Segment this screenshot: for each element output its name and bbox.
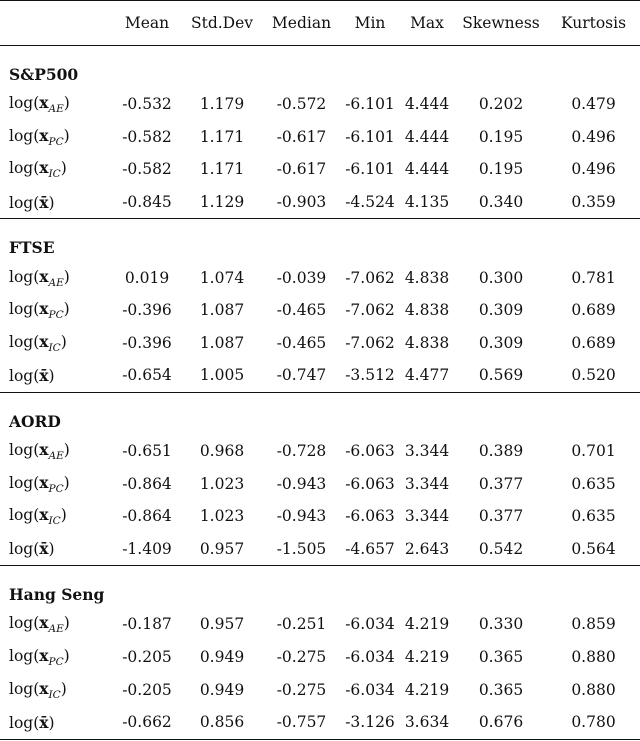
- row-label-subscript: AE: [48, 450, 64, 463]
- cell-max: 4.219: [404, 615, 450, 634]
- cell-mean: -0.205: [122, 680, 172, 699]
- cell-median: -0.275: [276, 680, 327, 699]
- cell-max: 3.634: [399, 706, 455, 739]
- cell-max: 3.344: [404, 507, 450, 526]
- table-row: [0, 186, 640, 219]
- cell-min: -6.063: [345, 442, 395, 461]
- cell-std-dev: 1.074: [199, 268, 245, 287]
- row-label: [0, 153, 112, 186]
- cell-mean: -0.864: [122, 474, 172, 493]
- table-row: [0, 88, 640, 121]
- group-name: AORD: [0, 392, 640, 435]
- cell-max: 4.219: [404, 680, 450, 699]
- cell-mean: -0.187: [122, 615, 172, 634]
- row-label: [0, 121, 112, 154]
- cell-min: -6.101: [345, 127, 395, 146]
- cell-max: 4.444: [404, 160, 450, 179]
- row-label-close-paren: ): [60, 332, 67, 351]
- cell-skewness: 0.365: [478, 648, 524, 667]
- cell-kurtosis: 0.635: [571, 474, 616, 493]
- cell-min: -6.034: [345, 615, 395, 634]
- cell-kurtosis: 0.880: [571, 648, 616, 667]
- cell-median: -0.465: [276, 301, 327, 320]
- cell-skewness: 0.202: [478, 95, 524, 114]
- cell-max: 4.444: [404, 95, 450, 114]
- cell-kurtosis: 0.701: [571, 442, 616, 461]
- row-label-close-paren: ): [63, 646, 70, 665]
- cell-std-dev: 1.023: [199, 507, 245, 526]
- row-label-close-paren: ): [63, 441, 70, 459]
- cell-skewness: 0.377: [478, 507, 524, 526]
- cell-mean: -0.205: [122, 648, 172, 667]
- cell-mean: -0.845: [122, 193, 172, 212]
- cell-min: -7.062: [345, 268, 395, 287]
- row-label: [0, 261, 112, 294]
- cell-skewness: 0.340: [478, 193, 524, 212]
- row-label-close-paren: ): [63, 267, 70, 286]
- row-label-subscript: PC: [48, 135, 64, 148]
- cell-median: -0.757: [262, 706, 341, 739]
- group-name: S&P500: [0, 46, 640, 89]
- cell-mean: -0.396: [122, 301, 172, 320]
- row-label-text: log(x: [9, 678, 49, 698]
- cell-std-dev: 0.968: [199, 442, 245, 461]
- group-name: Hang Seng: [0, 566, 640, 609]
- cell-median: -0.617: [276, 127, 327, 146]
- row-label-text: log(x: [9, 266, 49, 286]
- cell-max: 4.444: [404, 127, 450, 146]
- table-row: [0, 467, 640, 500]
- cell-median: -0.903: [276, 193, 327, 212]
- cell-median: -1.505: [276, 539, 327, 558]
- row-label: [0, 359, 112, 392]
- row-label-text: log(x̄): [9, 365, 55, 385]
- row-label-text: log(x: [9, 158, 49, 178]
- cell-mean: -0.396: [122, 333, 172, 352]
- row-label-subscript: PC: [48, 309, 64, 322]
- header-std-dev: Std.Dev: [182, 1, 262, 46]
- cell-median: -0.572: [276, 95, 327, 114]
- cell-median: -0.617: [276, 160, 327, 179]
- row-label-text: log(x: [9, 440, 49, 459]
- cell-std-dev: 0.949: [199, 680, 245, 699]
- cell-min: -3.126: [341, 706, 399, 739]
- table-row: [0, 435, 640, 468]
- row-label-subscript: AE: [48, 623, 64, 636]
- cell-kurtosis: 0.880: [571, 680, 616, 699]
- cell-std-dev: 1.087: [199, 301, 245, 320]
- cell-mean: -0.662: [112, 706, 182, 739]
- cell-std-dev: 0.949: [199, 648, 245, 667]
- cell-mean: -0.582: [122, 127, 172, 146]
- row-label: [0, 294, 112, 327]
- group-header-row: [0, 46, 640, 89]
- row-label-close-paren: ): [63, 473, 70, 492]
- row-label-close-paren: ): [63, 94, 70, 113]
- cell-min: -7.062: [345, 301, 395, 320]
- cell-min: -3.512: [345, 366, 395, 385]
- cell-mean: -0.582: [122, 160, 172, 179]
- cell-median: -0.465: [276, 333, 327, 352]
- row-label: [0, 500, 112, 533]
- cell-mean: -0.864: [122, 507, 172, 526]
- row-label-text: log(x̄): [9, 539, 55, 559]
- row-label-close-paren: ): [63, 614, 70, 633]
- table-row: [0, 533, 640, 566]
- row-label-close-paren: ): [60, 679, 67, 698]
- row-label-subscript: IC: [48, 168, 61, 181]
- row-label-subscript: AE: [48, 276, 64, 289]
- row-label-text: log(x: [9, 472, 49, 492]
- cell-kurtosis: 0.689: [571, 333, 616, 352]
- row-label-text: log(x̄): [9, 192, 55, 212]
- cell-skewness: 0.309: [478, 301, 524, 320]
- cell-std-dev: 1.179: [199, 95, 245, 114]
- cell-kurtosis: 0.564: [571, 539, 616, 558]
- cell-std-dev: 0.957: [199, 539, 245, 558]
- cell-median: -0.728: [276, 442, 327, 461]
- table-row: [0, 673, 640, 706]
- cell-skewness: 0.309: [478, 333, 524, 352]
- row-label-subscript: PC: [48, 482, 64, 495]
- cell-mean: -0.532: [122, 95, 172, 114]
- row-label-subscript: IC: [48, 515, 61, 528]
- table-row: [0, 706, 640, 739]
- row-label-subscript: AE: [48, 103, 64, 116]
- cell-skewness: 0.195: [478, 160, 524, 179]
- row-label: [0, 608, 112, 641]
- table-row: [0, 641, 640, 674]
- cell-skewness: 0.365: [478, 680, 524, 699]
- row-label-text: log(x: [9, 613, 49, 633]
- cell-std-dev: 1.005: [199, 366, 245, 385]
- cell-skewness: 0.569: [478, 366, 524, 385]
- row-label: [0, 641, 112, 674]
- row-label: [0, 186, 112, 219]
- cell-max: 4.219: [404, 648, 450, 667]
- cell-std-dev: 1.129: [199, 193, 245, 212]
- cell-std-dev: 0.856: [182, 706, 262, 739]
- row-label-text: log(x: [9, 125, 49, 145]
- cell-min: -6.034: [345, 680, 395, 699]
- row-label-text: log(x: [9, 505, 49, 525]
- row-label-subscript: PC: [48, 656, 64, 669]
- cell-std-dev: 1.087: [199, 333, 245, 352]
- row-label: [0, 673, 112, 706]
- cell-mean: -0.651: [122, 442, 172, 461]
- table-row: [0, 359, 640, 392]
- cell-max: 4.135: [404, 193, 450, 212]
- row-label: [0, 467, 112, 500]
- cell-min: -6.101: [345, 95, 395, 114]
- cell-skewness: 0.300: [478, 268, 524, 287]
- cell-max: 3.344: [404, 474, 450, 493]
- table-body: [0, 46, 640, 740]
- row-label: [0, 88, 112, 121]
- header-median: Median: [262, 1, 341, 46]
- cell-median: -0.747: [276, 366, 327, 385]
- cell-mean: 0.019: [124, 268, 170, 287]
- cell-skewness: 0.330: [478, 615, 524, 634]
- row-label-close-paren: ): [63, 300, 70, 319]
- row-label: [0, 533, 112, 566]
- table-row: [0, 121, 640, 154]
- cell-median: -0.039: [276, 268, 327, 287]
- cell-median: -0.251: [276, 615, 327, 634]
- cell-max: 4.838: [404, 333, 450, 352]
- cell-mean: -1.409: [122, 539, 172, 558]
- table-header-row: [0, 1, 640, 46]
- cell-kurtosis: 0.496: [571, 127, 616, 146]
- row-label: [0, 435, 112, 468]
- cell-min: -7.062: [345, 333, 395, 352]
- cell-std-dev: 0.957: [199, 615, 245, 634]
- cell-kurtosis: 0.520: [571, 366, 616, 385]
- cell-kurtosis: 0.859: [571, 615, 616, 634]
- header-skewness: Skewness: [455, 1, 547, 46]
- table-row: [0, 500, 640, 533]
- row-label-text: log(x: [9, 331, 49, 351]
- cell-mean: -0.654: [122, 366, 172, 385]
- cell-kurtosis: 0.780: [547, 706, 640, 739]
- row-label-text: log(x̄): [9, 712, 55, 732]
- cell-kurtosis: 0.635: [571, 507, 616, 526]
- cell-std-dev: 1.023: [199, 474, 245, 493]
- cell-kurtosis: 0.359: [571, 193, 616, 212]
- cell-median: -0.943: [276, 474, 327, 493]
- cell-kurtosis: 0.479: [571, 95, 616, 114]
- row-label-text: log(x: [9, 93, 49, 113]
- cell-min: -6.063: [345, 474, 395, 493]
- cell-skewness: 0.676: [455, 706, 547, 739]
- cell-kurtosis: 0.781: [571, 268, 616, 287]
- row-label-close-paren: ): [60, 159, 67, 178]
- cell-skewness: 0.542: [478, 539, 524, 558]
- table-row: [0, 261, 640, 294]
- row-label-subscript: IC: [48, 341, 61, 354]
- table-row: [0, 153, 640, 186]
- cell-skewness: 0.377: [478, 474, 524, 493]
- group-header-row: [0, 219, 640, 262]
- header-kurtosis: Kurtosis: [547, 1, 640, 46]
- table-row: [0, 327, 640, 360]
- group-name: FTSE: [0, 219, 640, 262]
- cell-max: 4.477: [404, 366, 450, 385]
- cell-min: -6.034: [345, 648, 395, 667]
- cell-kurtosis: 0.689: [571, 301, 616, 320]
- cell-min: -6.063: [345, 507, 395, 526]
- cell-skewness: 0.195: [478, 127, 524, 146]
- cell-std-dev: 1.171: [199, 160, 245, 179]
- cell-min: -6.101: [345, 160, 395, 179]
- cell-max: 3.344: [404, 442, 450, 461]
- cell-median: -0.275: [276, 648, 327, 667]
- row-label-subscript: IC: [48, 688, 61, 701]
- row-label-close-paren: ): [60, 506, 67, 525]
- cell-max: 4.838: [404, 301, 450, 320]
- row-label-text: log(x: [9, 299, 49, 319]
- cell-max: 4.838: [404, 268, 450, 287]
- cell-min: -4.524: [345, 193, 395, 212]
- cell-kurtosis: 0.496: [571, 160, 616, 179]
- cell-skewness: 0.389: [478, 442, 524, 461]
- header-mean: Mean: [112, 1, 182, 46]
- header-min: Min: [341, 1, 399, 46]
- cell-median: -0.943: [276, 507, 327, 526]
- row-label-text: log(x: [9, 645, 49, 665]
- table-row: [0, 294, 640, 327]
- table-row: [0, 608, 640, 641]
- group-header-row: [0, 566, 640, 609]
- cell-min: -4.657: [345, 539, 395, 558]
- row-label: [0, 327, 112, 360]
- header-empty-cell: [0, 1, 112, 46]
- group-header-row: [0, 392, 640, 435]
- cell-max: 2.643: [404, 539, 450, 558]
- row-label: [0, 706, 112, 739]
- row-label-close-paren: ): [63, 126, 70, 145]
- header-max: Max: [399, 1, 455, 46]
- cell-std-dev: 1.171: [199, 127, 245, 146]
